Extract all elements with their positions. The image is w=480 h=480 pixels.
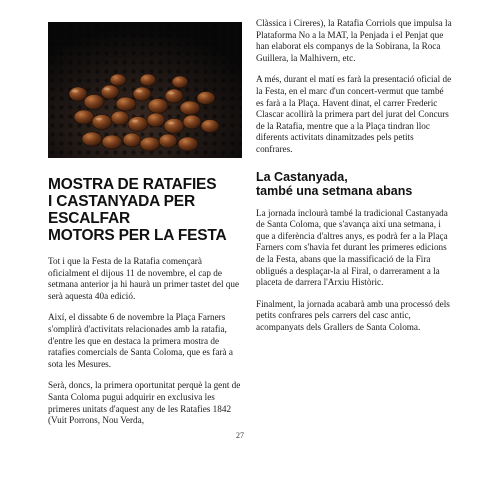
heading-line-3: MOTORS PER LA FESTA bbox=[48, 227, 227, 244]
paragraph-opportunity: Serà, doncs, la primera oportunitat perquè la gent de Santa Coloma pugui adquirir en exclusiva les primeres unitats d'aquest any de les Ratafies 1842 (Vuit Porrons, Nou Verda, bbox=[48, 380, 241, 426]
heading-line-2: I CASTANYADA PER ESCALFAR bbox=[48, 193, 195, 227]
subheading-line-1: La Castanyada, bbox=[256, 169, 348, 184]
left-column bbox=[48, 176, 242, 437]
section-subheading bbox=[256, 170, 452, 198]
paragraph-saturday: Així, el dissabte 6 de novembre la Plaça Farners s'omplirà d'activitats relacionades amb la ratafia, d'entre les que en destaca la primera mostra de ratafies comercials de Santa Coloma, que es farà a sota les Mesures. bbox=[48, 312, 233, 369]
paragraph-finally: Finalment, la jornada acabarà amb una processó dels petits confrares pels carrers del casc antic, acompanyats dels Grallers de Santa Coloma. bbox=[256, 298, 450, 332]
paragraph-presentation: A més, durant el matí es farà la presentació oficial de la Festa, en el marc d'un concert-vermut que també es farà a la Plaça. Havent dinat, el carrer Frederic Clascar acollirà la primera part del jurat del Concurs de la Ratafia, mentre que a la Plaça tindran lloc diferents activitats dinamitzades pels petits confrares. bbox=[256, 74, 452, 154]
chestnut-roasting-photo bbox=[48, 22, 242, 158]
right-column bbox=[256, 18, 452, 343]
heading-line-1: MOSTRA DE RATAFIES bbox=[48, 176, 217, 193]
subheading-line-2: també una setmana abans bbox=[256, 183, 413, 198]
page-number: 27 bbox=[236, 431, 244, 440]
paragraph-ratafia-list: Clàssica i Cireres), la Ratafia Corriols que impulsa la Plataforma No a la MAT, la Penjada i el Penjat que han elaborat els companys de la Sobirana, la Roca Guillera, la Malhivern, etc. bbox=[256, 18, 452, 63]
article-heading bbox=[48, 176, 242, 244]
paragraph-intro: Tot i que la Festa de la Ratafia començarà oficialment el dijous 11 de novembre, el cap de setmana anterior ja hi haurà un primer tastet del que serà aquesta 40a edició. bbox=[48, 256, 240, 301]
paragraph-castanyada: La jornada inclourà també la tradicional Castanyada de Santa Coloma, que s'avança així una setmana, i que a diferència d'altres anys, es podrà fer a la Plaça Farners com s'havia fet durant les primeres edicions de la Festa, abans que la massificació de la Fira obligués a desplaçar-la al Firal, o darrerament a la placeta de darrera l'Arxiu Històric. bbox=[256, 207, 448, 288]
